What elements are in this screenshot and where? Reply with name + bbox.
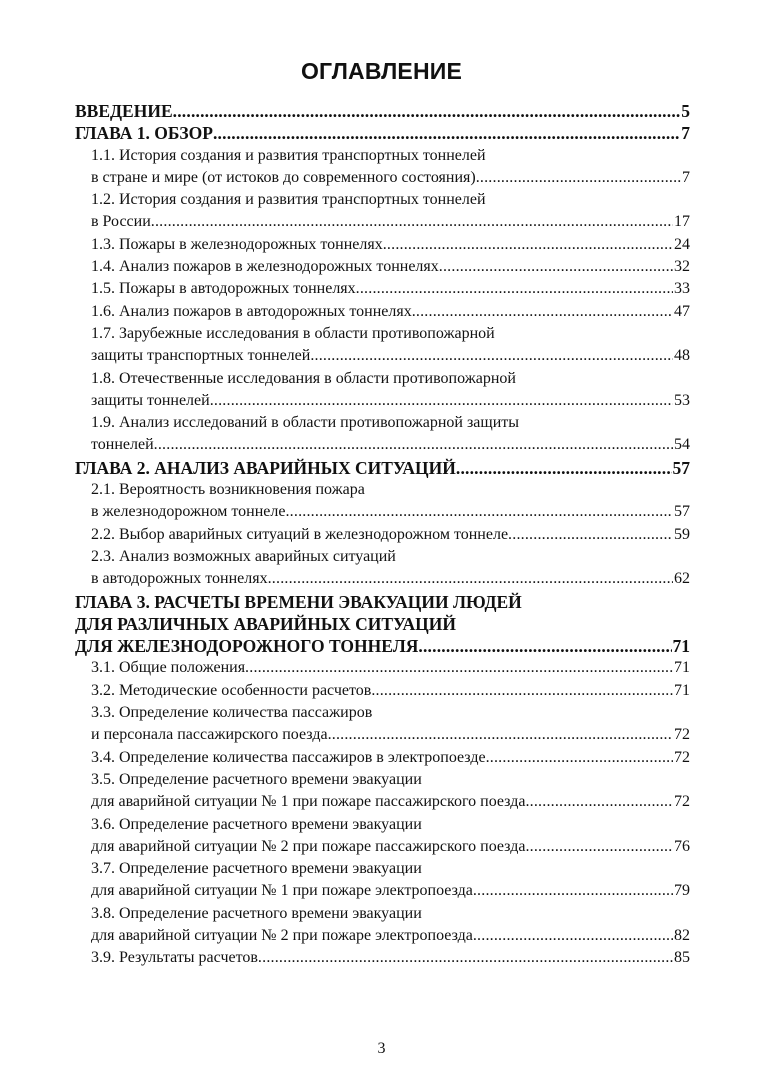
toc-section-entry (75, 234, 690, 256)
toc-entry-label: ГЛАВА 1. ОБЗОР (75, 123, 213, 144)
toc-page-number: 7 (682, 168, 690, 186)
toc-entry-label: 3.6. Определение расчетного времени эвакуации (91, 815, 422, 833)
toc-section-entry (75, 724, 690, 746)
toc-section-entry (75, 680, 690, 702)
toc-entry-label: ДЛЯ ЖЕЛЕЗНОДОРОЖНОГО ТОННЕЛЯ (75, 636, 419, 657)
toc-page-number: 72 (674, 793, 690, 811)
toc-page-number: 79 (674, 882, 690, 900)
toc-section-entry (75, 345, 690, 367)
toc-entry-label: ГЛАВА 3. РАСЧЕТЫ ВРЕМЕНИ ЭВАКУАЦИИ ЛЮДЕЙ (75, 591, 522, 612)
toc-dot-leader (245, 657, 673, 679)
toc-entry-label: 1.3. Пожары в железнодорожных тоннелях (91, 235, 383, 253)
toc-entry-label: защиты транспортных тоннелей (91, 347, 311, 365)
toc-page-number: 5 (681, 101, 690, 121)
toc-dot-leader (213, 122, 680, 144)
toc-page-number: 71 (672, 636, 690, 657)
toc-section-entry (75, 702, 690, 724)
page-number: 3 (377, 1040, 386, 1057)
page-title: ОГЛАВЛЕНИЕ (300, 58, 463, 84)
toc-dot-leader (285, 501, 673, 523)
toc-dot-leader (371, 680, 673, 702)
toc-dot-leader (418, 635, 671, 657)
toc-entry-label: в автодорожных тоннелях (91, 570, 268, 588)
toc-section-entry (75, 479, 690, 501)
toc-dot-leader (154, 434, 673, 456)
toc-page-number: 54 (674, 436, 690, 454)
toc-page-number: 7 (681, 123, 690, 144)
toc-entry-label: в России (91, 213, 151, 231)
toc-chapter-entry (75, 635, 690, 657)
toc-entry-label: защиты тоннелей (91, 391, 210, 409)
toc-section-entry (75, 880, 690, 902)
toc-dot-leader (525, 836, 673, 858)
toc-section-entry (75, 412, 690, 434)
toc-dot-leader (439, 256, 673, 278)
toc-section-entry (75, 390, 690, 412)
toc-entry-label: 1.2. История создания и развития транспортных тоннелей (91, 191, 486, 209)
toc-section-entry (75, 546, 690, 568)
table-of-contents (75, 100, 690, 970)
toc-page-number: 17 (674, 213, 690, 231)
toc-chapter-entry (75, 122, 690, 144)
toc-page-number: 82 (674, 926, 690, 944)
toc-dot-leader (310, 345, 673, 367)
toc-page-number: 62 (674, 570, 690, 588)
toc-section-entry (75, 323, 690, 345)
toc-section-entry (75, 301, 690, 323)
toc-entry-label: 3.9. Результаты расчетов (91, 949, 258, 967)
toc-section-entry (75, 434, 690, 456)
toc-dot-leader (525, 791, 673, 813)
toc-entry-label: и персонала пассажирского поезда (91, 726, 328, 744)
toc-page-number: 72 (674, 748, 690, 766)
toc-page-number: 72 (674, 726, 690, 744)
toc-entry-label: для аварийной ситуации № 2 при пожаре пассажирского поезда (91, 837, 526, 855)
toc-section-entry (75, 368, 690, 390)
toc-dot-leader (473, 880, 673, 902)
toc-entry-label: в стране и мире (от истоков до современного состояния) (91, 168, 476, 186)
toc-dot-leader (173, 100, 681, 122)
toc-page-number: 85 (674, 949, 690, 967)
toc-dot-leader (268, 568, 673, 590)
toc-entry-label: 2.3. Анализ возможных аварийных ситуаций (91, 547, 396, 565)
toc-section-entry (75, 769, 690, 791)
toc-chapter-entry (75, 100, 690, 122)
toc-page-number: 47 (674, 302, 690, 320)
toc-entry-label: ВВЕДЕНИЕ (75, 101, 173, 121)
toc-entry-label: 3.7. Определение расчетного времени эвакуации (91, 860, 422, 878)
toc-dot-leader (383, 234, 673, 256)
toc-entry-label: тоннелей (91, 436, 154, 454)
toc-dot-leader (456, 457, 672, 479)
toc-dot-leader (473, 925, 673, 947)
toc-section-entry (75, 858, 690, 880)
toc-entry-label: 3.3. Определение количества пассажиров (91, 704, 373, 722)
toc-page-number: 71 (674, 659, 690, 677)
toc-entry-label: 3.1. Общие положения (91, 659, 246, 677)
toc-section-entry (75, 791, 690, 813)
toc-entry-label: 1.9. Анализ исследований в области противопожарной защиты (91, 414, 520, 432)
toc-section-entry (75, 189, 690, 211)
toc-section-entry (75, 211, 690, 233)
toc-entry-label: 1.8. Отечественные исследования в области противопожарной (91, 369, 516, 387)
toc-dot-leader (151, 211, 673, 233)
toc-section-entry (75, 925, 690, 947)
toc-page-number: 48 (674, 347, 690, 365)
toc-dot-leader (210, 390, 673, 412)
toc-dot-leader (258, 947, 673, 969)
toc-section-entry (75, 524, 690, 546)
toc-chapter-entry (75, 613, 690, 635)
toc-entry-label: 1.1. История создания и развития транспортных тоннелей (91, 146, 486, 164)
toc-section-entry (75, 903, 690, 925)
toc-entry-label: 1.5. Пожары в автодорожных тоннелях (91, 280, 356, 298)
toc-section-entry (75, 145, 690, 167)
toc-section-entry (75, 568, 690, 590)
toc-section-entry (75, 836, 690, 858)
toc-chapter-entry (75, 591, 690, 613)
toc-page-number: 59 (674, 525, 690, 543)
toc-entry-label: 2.1. Вероятность возникновения пожара (91, 481, 365, 499)
toc-dot-leader (412, 301, 673, 323)
toc-section-entry (75, 947, 690, 969)
toc-section-entry (75, 167, 690, 189)
toc-page-number: 57 (672, 457, 690, 478)
toc-dot-leader (476, 167, 681, 189)
toc-entry-label: 3.8. Определение расчетного времени эвакуации (91, 904, 422, 922)
toc-entry-label: 1.4. Анализ пожаров в железнодорожных тоннелях (91, 258, 439, 276)
toc-entry-label: для аварийной ситуации № 1 при пожаре электропоезда (91, 882, 473, 900)
toc-dot-leader (508, 524, 673, 546)
toc-section-entry (75, 256, 690, 278)
toc-section-entry (75, 501, 690, 523)
toc-dot-leader (486, 747, 673, 769)
toc-page-number: 33 (674, 280, 690, 298)
toc-section-entry (75, 814, 690, 836)
toc-dot-leader (356, 278, 673, 300)
toc-entry-label: 3.5. Определение расчетного времени эвакуации (91, 770, 422, 788)
toc-page-number: 53 (674, 391, 690, 409)
toc-page-number: 76 (674, 837, 690, 855)
toc-entry-label: ГЛАВА 2. АНАЛИЗ АВАРИЙНЫХ СИТУАЦИЙ (75, 457, 456, 478)
toc-entry-label: 1.7. Зарубежные исследования в области противопожарной (91, 324, 495, 342)
toc-entry-label: ДЛЯ РАЗЛИЧНЫХ АВАРИЙНЫХ СИТУАЦИЙ (75, 613, 456, 634)
toc-chapter-entry (75, 457, 690, 479)
toc-entry-label: 1.6. Анализ пожаров в автодорожных тоннелях (91, 302, 412, 320)
toc-entry-label: 2.2. Выбор аварийных ситуаций в железнодорожном тоннеле (91, 525, 509, 543)
toc-section-entry (75, 747, 690, 769)
toc-page-number: 24 (674, 235, 690, 253)
toc-page-number: 57 (674, 503, 690, 521)
toc-entry-label: в железнодорожном тоннеле (91, 503, 286, 521)
toc-entry-label: для аварийной ситуации № 1 при пожаре пассажирского поезда (91, 793, 526, 811)
toc-section-entry (75, 278, 690, 300)
toc-page-number: 71 (674, 681, 690, 699)
toc-dot-leader (328, 724, 673, 746)
toc-page-number: 32 (674, 258, 690, 276)
toc-entry-label: для аварийной ситуации № 2 при пожаре электропоезда (91, 926, 473, 944)
toc-entry-label: 3.4. Определение количества пассажиров в электропоезде (91, 748, 486, 766)
toc-section-entry (75, 657, 690, 679)
toc-entry-label: 3.2. Методические особенности расчетов (91, 681, 372, 699)
